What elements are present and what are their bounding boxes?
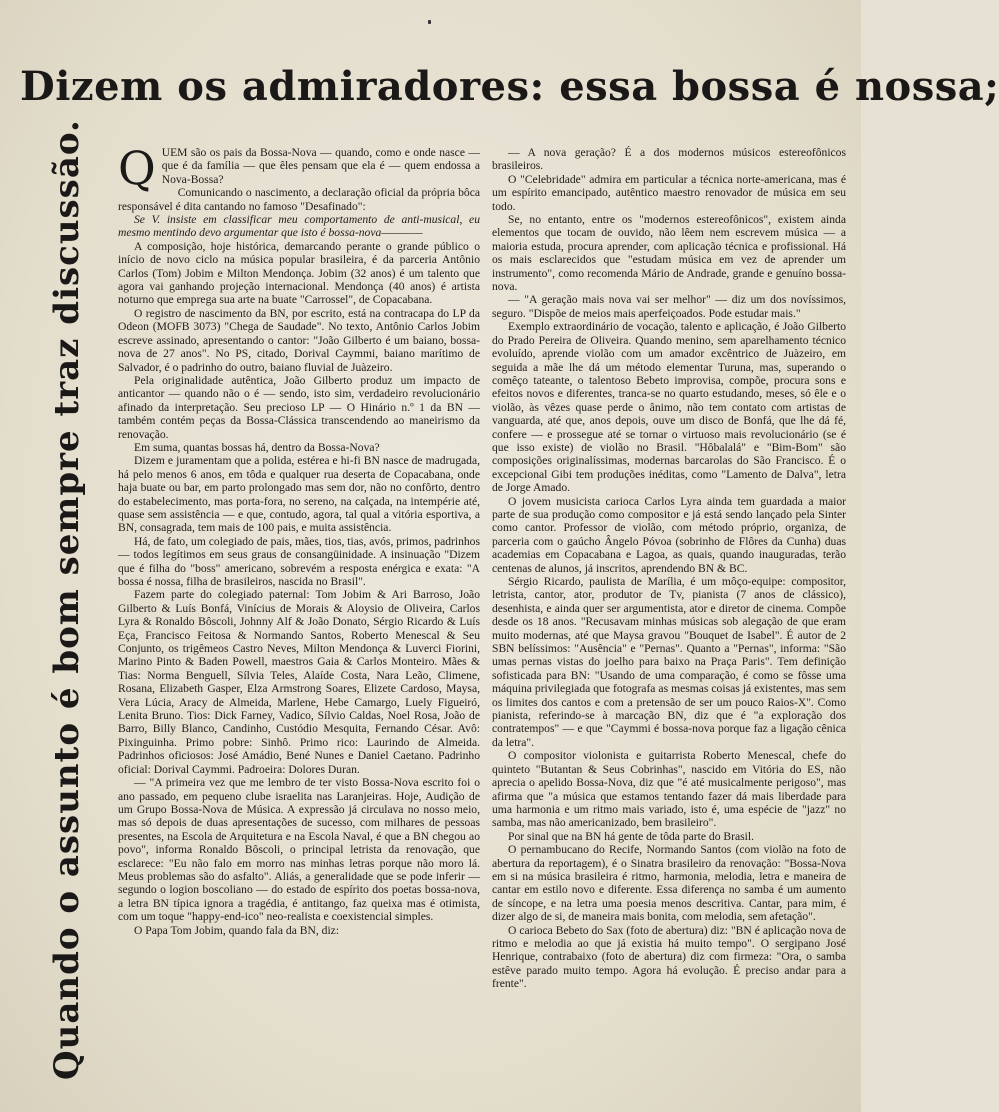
paragraph: O carioca Bebeto do Sax (foto de abertura) diz: "BN é aplicação nova de ritmo e melodia ao que já existia há muito tempo". O sergipano José Henrique, contrabaixo (foto de abertura) diz com firmeza: "Ora, o samba estêve parado muito tempo. Agora há evolução. É preciso andar para a frente". xyxy=(492,923,846,991)
lead-paragraph xyxy=(118,141,480,195)
paragraph: Dizem e juramentam que a polida, estérea e hi-fi BN nasce de madrugada, há pelo menos 6 anos, em tôda e qualquer rua deserta de Copacabana, onde haja buate ou bar, em parto prolongado mas sem dor, não no confôrto, dentro do estabelecimento, mas porta-fora, no sereno, na calçada, na intempérie até, quase sem assistência — e que, contudo, agora, tal qual a vitória esportiva, a BN, consagrada, tem mais de 100 pais, e muita assistência. xyxy=(118,454,480,535)
paragraph: A composição, hoje histórica, demarcando perante o grande público o início de novo ciclo na música popular brasileira, é da parceria Antônio Carlos (Tom) Jobim e Milton Mendonça. Jobim (32 anos) é um talento que agora vai ganhando projeção internacional. Mendonça (40 anos) é artista noturno que emprega sua arte na buate "Carrossel", de Copacabana. xyxy=(118,239,480,307)
paragraph: Sérgio Ricardo, paulista de Marília, é um môço-equipe: compositor, letrista, cantor, ator, produtor de Tv, pianista (7 anos de clássico), desenhista, e ainda quer ser argumentista, ator e diretor de cinema. Compõe desde os 18 anos. "Recusavam minhas músicas sob alegação de que eram muito modernas, até que Maysa gravou "Bouquet de Isabel". É autor de 2 SBN belíssimos: "Ausência" e "Pernas". Quanto a "Pernas", informa: "São umas pernas vistas do joelho para baixo na Praça Paris". Tem definição sofisticada para BN: "Usando de uma comparação, é como se fôsse uma máquina privilegiada que fotografa as mesmas coisas já existentes, mas sem os limites dos cantos e com a pretensão de ser um pouco Raios-X". Como pianista, referindo-se à marcação BN, diz que é "a exploração dos contratempos" — e que "Caymmi é bossa-nova porque faz a ligação cênica da letra". xyxy=(492,575,846,749)
paragraph: O compositor violonista e guitarrista Roberto Menescal, chefe do quinteto "Butantan & Seus Cobrinhas", nascido em Vitória do ES, não aprecia o apelido Bossa-Nova, diz que "é até musicalmente perigoso", mas afirma que "a música que estamos tentando fazer dá mais liberdade para uma harmonia e um ritmo mais variado, isto é, uma espécie de "jazz" no samba, mas não americanizado, bem brasileiro". xyxy=(492,749,846,830)
paragraph: O "Celebridade" admira em particular a técnica norte-americana, mas é um espírito emancipado, autêntico maestro renovador de música em seu todo. xyxy=(492,172,846,213)
paragraph: O pernambucano do Recife, Normando Santos (com violão na foto de abertura da reportagem), é o Sinatra brasileiro da renovação: "Bossa-Nova em si na música brasileira é ritmo, harmonia, melodia, letra e maneira de cantar em estilo novo e diferente. Essa diferença no samba é um aumento de síncope, e na letra uma poesia menos descritiva. Cantar, para mim, é dizer algo de si, de maneira mais bonita, com melodia, sem afetação". xyxy=(492,843,846,924)
lyric-quote: Se V. insiste em classificar meu comportamento de anti-musical, eu mesmo mentindo devo argumentar que isto é bossa-nova———— xyxy=(118,213,480,240)
paragraph: Comunicando o nascimento, a declaração oficial da própria bôca responsável é dita cantando no famoso "Desafinado": xyxy=(118,186,480,213)
paragraph: Exemplo extraordinário de vocação, talento e aplicação, é João Gilberto do Prado Pereira de Oliveira. Quando menino, sem aparelhamento técnico evoluído, aprende violão com um amador excêntrico de Juàzeiro, em seguida a mãe lhe dá um método elementar Turuna, mas, superando o comêço tateante, o talentoso Bebeto improvisa, compõe, procura sons e efeitos novos e diferentes, tranca-se no quarto estudando, meses, só êle e o violão, às vêzes quase perde o ânimo, não tem contato com artistas de vanguarda, até que, anos depois, ouve um disco de Bonfá, que lhe dá fé, confere — e prossegue até se tornar o virtuoso mais revolucionário (se é que isso existe) de violão no Brasil. "Hôbalalá" e "Bim-Bom" são composições originalíssimas, modernas barcarolas do São Francisco. É o excepcional Gibi tem produções inéditas, como "Lamento de Dalva", letra de Jorge Amado. xyxy=(492,320,846,495)
paragraph: — "A geração mais nova vai ser melhor" — diz um dos novíssimos, seguro. "Dispõe de meios mais aperfeiçoados. Pode estudar mais." xyxy=(492,293,846,320)
headline: Dizem os admiradores: essa bossa é nossa; xyxy=(20,63,999,110)
drop-cap: Q xyxy=(118,141,156,195)
ink-speck xyxy=(428,20,431,24)
paragraph: O Papa Tom Jobim, quando fala da BN, diz: xyxy=(134,923,340,937)
paragraph: Há, de fato, um colegiado de pais, mães, tios, tias, avós, primos, padrinhos — todos legítimos em seus graus de consangüinidade. A insinuação "Dizem que é filha do "boss" americano, sobrevém a resposta enérgica e exata: "A bossa é nossa, filha de brasileiros, nascida no Brasil". xyxy=(118,534,480,588)
article-column-1 xyxy=(118,141,480,937)
paragraph: Por sinal que na BN há gente de tôda parte do Brasil. xyxy=(508,829,754,843)
paragraph-text: UEM são os pais da Bossa-Nova — quando, como e onde nasce — que é da família — que êles pensam que ela é — quem endossa a Nova-Bossa? xyxy=(161,146,480,186)
paragraph: — "A primeira vez que me lembro de ter visto Bossa-Nova escrito foi o ano passado, em pequeno clube israelita nas Laranjeiras. Hoje, Audição de um Grupo Bossa-Nova de Música. A expressão já circulava no nosso meio, mas só depois de duas apresentações de sucesso, com milhares de pessoas presentes, na Escola de Arquitetura e na Escola Naval, é que a BN chegou ao povo", informa Ronaldo Bôscoli, o principal letrista da renovação, que esclarece: "Eu não falo em morro nas minhas letras porque não moro lá. Meus problemas são do asfalto". Aliás, a generalidade que se pode inferir — segundo o logion boscoliano — do estado de espírito dos poetas bossa-nova, a letra BN típica ignora a tragédia, é antitango, faz queixa mas é otimista, com um toque "happy-end-ico" neo-realista e coexistencial simples. xyxy=(118,776,480,924)
vertical-title: Quando o assunto é bom sempre traz discussão. xyxy=(47,119,87,1080)
article-column-2 xyxy=(492,146,846,991)
paragraph: O registro de nascimento da BN, por escrito, está na contracapa do LP da Odeon (MOFB 3073) "Chega de Saudade". No texto, Antônio Carlos Jobim escreve assinado, apresentando o cantor: "João Gilberto é um baiano, bossa-nova de 27 anos". No PS, citado, Dorival Caymmi, baiano marítimo de Salvador, é o padrinho do outro, baiano fluvial de Juàzeiro. xyxy=(118,306,480,374)
paragraph: Em suma, quantas bossas há, dentro da Bossa-Nova? xyxy=(134,440,380,454)
paragraph: — A nova geração? É a dos modernos músicos estereofônicos brasileiros. xyxy=(492,146,846,173)
paragraph: Pela originalidade autêntica, João Gilberto produz um impacto de anticantor — quando não o é — sendo, isto sim, verdadeiro revolucionário afinado da interpretação. Seu precioso LP — O Hinário n.º 1 da BN — também contém peças da Bossa-Clássica transcendendo ao maneirismo da renovação. xyxy=(118,373,480,441)
paragraph: Se, no entanto, entre os "modernos estereofônicos", existem ainda elementos que tocam de ouvido, não lêem nem escrevem música — a maioria estuda, procura aprender, com aplicação técnica e profissional. Há os mais esclarecidos que "estudam música em vez de aprender um instrumento", como recomenda Mário de Andrade, grande e genuíno bossa-nova. xyxy=(492,213,846,294)
paragraph: O jovem musicista carioca Carlos Lyra ainda tem guardada a maior parte de sua produção como compositor e já está sendo lançado pela Sinter como cantor. Professor de violão, com método próprio, organiza, de parceria com o gaúcho Ângelo Póvoa (sobrinho de Flôres da Cunha) duas academias em Copacabana e Lagoa, as quais, quando inauguradas, terão centenas de alunos, já inscritos, aprendendo BN & BC. xyxy=(492,494,846,575)
paragraph: Fazem parte do colegiado paternal: Tom Jobim & Ari Barroso, João Gilberto & Luís Bonfá, Vinícius de Morais & Aloysio de Oliveira, Carlos Lyra & Ronaldo Bôscoli, Johnny Alf & João Donato, Sérgio Ricardo & Luís Eça, Francisco Feitosa & Normando Santos, Roberto Menescal & Seu Conjunto, os trigêmeos Castro Neves, Milton Mendonça & Luverci Fiorini, Marino Pinto & Baden Powell, maestros Gaia & Carlos Monteiro. Mães & Tias: Norma Benguell, Sílvia Teles, Alaíde Costa, Nara Leão, Climene, Rosana, Elizabeth Gasper, Elza Armstrong Soares, Elizete Cardoso, Maysa, Vera Lúcia, Aracy de Almeida, Marlene, Hebe Camargo, Luely Figueiró, Lenita Bruno. Tios: Dick Farney, Vadico, Sílvio Caldas, Noel Rosa, João de Barro, Billy Blanco, Candinho, Custódio Mesquita, Fernando César. Avô: Pixinguinha. Primo pobre: Sinhô. Primo rico: Laurindo de Almeida. Padrinhos oficiosos: José Amádio, Bené Nunes e Daniel Caetano. Padrinho oficial: Dorival Caymmi. Padroeira: Dolores Duran. xyxy=(118,588,480,776)
